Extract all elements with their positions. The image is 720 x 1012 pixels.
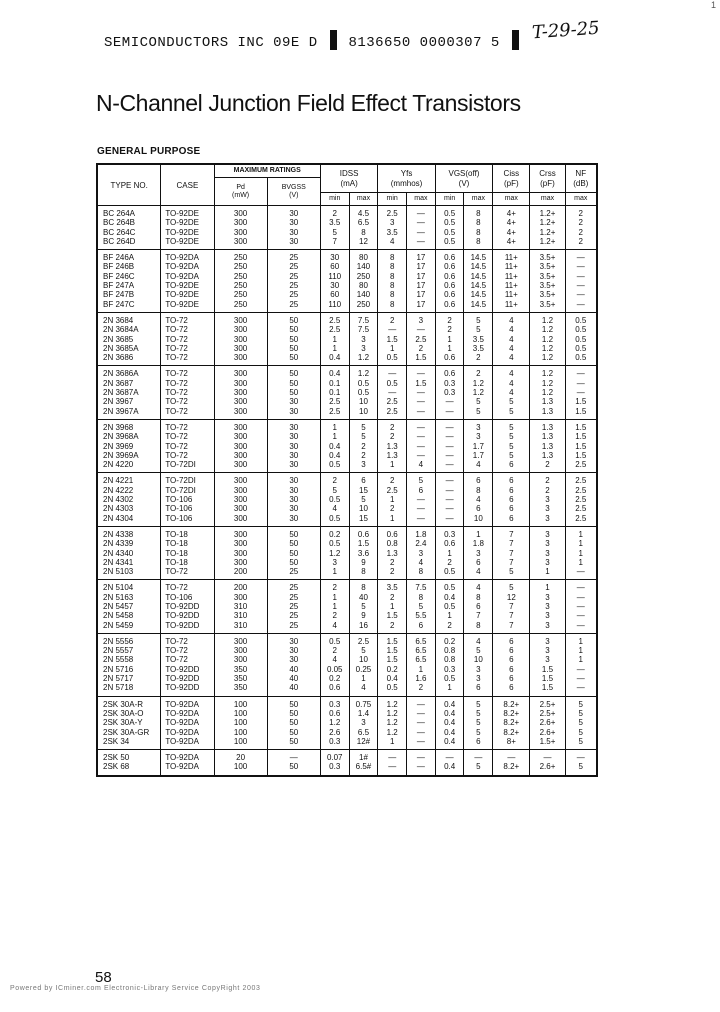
ciss-label: Ciss <box>503 169 520 178</box>
cell-idss-min: 0.5 2 4 0.05 0.2 0.6 <box>320 633 349 696</box>
nf-max-header: max <box>565 193 597 206</box>
cell-bv: 25 25 25 25 25 <box>267 580 320 633</box>
section-label: GENERAL PURPOSE <box>97 146 201 157</box>
table-row <box>97 750 597 776</box>
cell-type: 2N 5556 2N 5557 2N 5558 2N 5716 2N 5717 2N 5718 <box>97 633 161 696</box>
cell-case: TO-92DA TO-92DA <box>161 750 214 776</box>
cell-yfs-max: — — <box>407 750 436 776</box>
cell-crss: 1.2+ 1.2+ 1.2+ 1.2+ <box>530 206 565 250</box>
cell-type: 2N 4221 2N 4222 2N 4302 2N 4303 2N 4304 <box>97 473 161 526</box>
table-row <box>97 419 597 472</box>
cell-idss-max: 4.5 6.5 8 12 <box>349 206 378 250</box>
table-row <box>97 250 597 313</box>
cell-bv: 30 30 30 30 <box>267 206 320 250</box>
cell-yfs-max: 3 — 2.5 2 1.5 <box>407 312 436 365</box>
cell-case: TO-72 TO-72 TO-72 TO-72 TO-72DI <box>161 419 214 472</box>
cell-bv: 50 50 50 30 30 <box>267 366 320 419</box>
cell-vgs-max: 5 5 3.5 3.5 2 <box>464 312 493 365</box>
bvgss-label: BVGSS <box>281 183 306 191</box>
cell-nf: — — — — — <box>565 580 597 633</box>
cell-crss: 2 2 3 3 3 <box>530 473 565 526</box>
cell-yfs-min: 8 8 8 8 8 8 <box>378 250 407 313</box>
cell-vgs-max: 2 1.2 1.2 5 5 <box>464 366 493 419</box>
cell-nf: 5 5 5 5 5 <box>565 696 597 749</box>
cell-pd: 300 300 300 300 300 <box>214 473 267 526</box>
cell-yfs-max: — — — — 4 <box>407 419 436 472</box>
cell-pd: 20 100 <box>214 750 267 776</box>
cell-case: TO-72 TO-72 TO-72 TO-72 TO-72 <box>161 312 214 365</box>
col-header-pd <box>214 178 267 206</box>
cell-yfs-min: 3.5 2 1 1.5 2 <box>378 580 407 633</box>
cell-vgs-min: 0.6 0.3 0.3 — — <box>435 366 464 419</box>
cell-pd: 300 300 300 350 350 350 <box>214 633 267 696</box>
cell-ciss: 7 7 7 7 5 <box>493 526 530 579</box>
cell-type: 2SK 30A-R 2SK 30A-O 2SK 30A-Y 2SK 30A-GR 2SK 34 <box>97 696 161 749</box>
cell-pd: 250 250 250 250 250 250 <box>214 250 267 313</box>
cell-idss-min: 2 1 1 2 4 <box>320 580 349 633</box>
cell-case: TO-92DA TO-92DA TO-92DA TO-92DA TO-92DA <box>161 696 214 749</box>
cell-yfs-max: — 1.5 — — — <box>407 366 436 419</box>
cell-idss-max: 0.75 1.4 3 6.5 12# <box>349 696 378 749</box>
cell-yfs-min: 2 2 1.3 1.3 1 <box>378 419 407 472</box>
col-header-type <box>97 164 161 206</box>
cell-bv: — 50 <box>267 750 320 776</box>
cell-bv: 30 30 30 30 30 <box>267 473 320 526</box>
cell-vgs-max: 4 5 10 3 3 6 <box>464 633 493 696</box>
crss-label: Crss <box>539 169 556 178</box>
cell-vgs-max: 8 8 8 8 <box>464 206 493 250</box>
cell-idss-min: 2 5 0.5 4 0.5 <box>320 473 349 526</box>
cell-yfs-max: 1.8 2.4 3 4 8 <box>407 526 436 579</box>
cell-crss: 1.3 1.3 1.3 1.3 2 <box>530 419 565 472</box>
cell-case: TO-92DA TO-92DA TO-92DA TO-92DE TO-92DE TO-92DE <box>161 250 214 313</box>
col-header-crss <box>530 164 565 193</box>
col-header-case <box>161 164 214 206</box>
cell-ciss: — 8.2+ <box>493 750 530 776</box>
footer-text: Powered by ICminer.com Electronic-Library Service CopyRight 2003 <box>10 985 261 992</box>
cell-idss-max: 1# 6.5# <box>349 750 378 776</box>
cell-crss: 2.5+ 2.5+ 2.6+ 2.6+ 1.5+ <box>530 696 565 749</box>
cell-nf: — 5 <box>565 750 597 776</box>
cell-idss-max: 80 140 250 80 140 250 <box>349 250 378 313</box>
cell-bv: 50 50 50 50 25 <box>267 526 320 579</box>
cell-idss-min: 0.3 0.6 1.2 2.6 0.3 <box>320 696 349 749</box>
cell-yfs-min: 2 2.5 1 2 1 <box>378 473 407 526</box>
table-row <box>97 633 597 696</box>
cell-type: 2N 5104 2N 5163 2N 5457 2N 5458 2N 5459 <box>97 580 161 633</box>
cell-vgs-min: 0.2 0.8 0.8 0.3 0.5 1 <box>435 633 464 696</box>
cell-vgs-max: — 5 <box>464 750 493 776</box>
cell-idss-max: 1.2 0.5 0.5 10 10 <box>349 366 378 419</box>
pd-label: Pd <box>236 183 245 191</box>
cell-idss-max: 7.5 7.5 3 3 1.2 <box>349 312 378 365</box>
cell-ciss: 6 6 6 6 6 <box>493 473 530 526</box>
cell-crss: 3 3 3 3 1 <box>530 526 565 579</box>
crss-unit: (pF) <box>540 179 555 188</box>
ciss-max-header: max <box>493 193 530 206</box>
yfs-max-header: max <box>407 193 436 206</box>
col-header-idss <box>320 164 377 193</box>
vgs-label: VGS(off) <box>448 169 480 178</box>
spec-table <box>96 163 598 777</box>
cell-type: 2N 3686A 2N 3687 2N 3687A 2N 3967 2N 3967A <box>97 366 161 419</box>
cell-crss: 1.2 1.2 1.2 1.3 1.3 <box>530 366 565 419</box>
col-header-ciss <box>493 164 530 193</box>
cell-vgs-min: 0.5 0.5 0.5 0.5 <box>435 206 464 250</box>
nf-unit: (dB) <box>573 179 589 188</box>
cell-nf: 2 2 2 2 <box>565 206 597 250</box>
ciss-unit: (pF) <box>503 179 519 188</box>
cell-case: TO-18 TO-18 TO-18 TO-18 TO-72 <box>161 526 214 579</box>
cell-idss-min: 2 3.5 5 7 <box>320 206 349 250</box>
header-right-text: 8136650 0000307 5 <box>348 35 500 51</box>
cell-nf: 2.5 2.5 2.5 2.5 2.5 <box>565 473 597 526</box>
case-header-label: CASE <box>176 180 199 190</box>
vgs-unit: (V) <box>458 179 470 188</box>
pd-unit: (mW) <box>232 191 250 199</box>
cell-yfs-max: — — — — <box>407 206 436 250</box>
table-row <box>97 312 597 365</box>
cell-yfs-max: — — — — — <box>407 696 436 749</box>
col-header-max-ratings: MAXIMUM RATINGS <box>214 164 320 178</box>
cell-vgs-min: — — — — — <box>435 419 464 472</box>
cell-case: TO-72DI TO-72DI TO-106 TO-106 TO-106 <box>161 473 214 526</box>
cell-pd: 200 300 310 310 310 <box>214 580 267 633</box>
cell-idss-min: 30 60 110 30 60 110 <box>320 250 349 313</box>
nf-label: NF <box>575 169 587 178</box>
cell-crss: 1 3 3 3 3 <box>530 580 565 633</box>
cell-vgs-min: 0.3 0.6 1 2 0.5 <box>435 526 464 579</box>
table-row <box>97 366 597 419</box>
yfs-label: Yfs <box>400 169 413 178</box>
col-header-vgs <box>435 164 492 193</box>
cell-yfs-max: 7.5 8 5 5.5 6 <box>407 580 436 633</box>
cell-yfs-min: 2 — 1.5 1 0.5 <box>378 312 407 365</box>
corner-mark: 1 <box>710 0 716 10</box>
cell-yfs-max: 17 17 17 17 17 17 <box>407 250 436 313</box>
cell-pd: 300 300 300 300 200 <box>214 526 267 579</box>
cell-ciss: 5 5 5 5 6 <box>493 419 530 472</box>
cell-vgs-min: 2 2 1 1 0.6 <box>435 312 464 365</box>
vgs-max-header: max <box>464 193 493 206</box>
table-row <box>97 696 597 749</box>
cell-vgs-min: 0.5 0.4 0.5 1 2 <box>435 580 464 633</box>
idss-label: IDSS <box>339 169 359 178</box>
table-row <box>97 206 597 250</box>
cell-ciss: 6 6 6 6 6 6 <box>493 633 530 696</box>
crss-max-header: max <box>530 193 565 206</box>
header-bar-mark <box>330 30 337 50</box>
cell-yfs-min: — — <box>378 750 407 776</box>
cell-bv: 30 30 30 30 30 <box>267 419 320 472</box>
cell-vgs-max: 5 5 5 5 6 <box>464 696 493 749</box>
cell-bv: 50 50 50 50 50 <box>267 312 320 365</box>
cell-yfs-max: 5 6 — — — <box>407 473 436 526</box>
cell-crss: 3 3 3 1.5 1.5 1.5 <box>530 633 565 696</box>
page-number: 58 <box>95 969 112 986</box>
cell-ciss: 5 12 7 7 7 <box>493 580 530 633</box>
cell-pd: 100 100 100 100 100 <box>214 696 267 749</box>
cell-nf: 1 1 1 — — — <box>565 633 597 696</box>
cell-crss: 3.5+ 3.5+ 3.5+ 3.5+ 3.5+ 3.5+ <box>530 250 565 313</box>
vgs-min-header: min <box>435 193 464 206</box>
idss-unit: (mA) <box>340 179 358 188</box>
cell-vgs-max: 4 8 6 7 8 <box>464 580 493 633</box>
cell-type: 2N 4338 2N 4339 2N 4340 2N 4341 2N 5103 <box>97 526 161 579</box>
cell-type: BF 246A BF 246B BF 246C BF 247A BF 247B BF 247C <box>97 250 161 313</box>
yfs-min-header: min <box>378 193 407 206</box>
cell-type: 2N 3968 2N 3968A 2N 3969 2N 3969A 2N 4220 <box>97 419 161 472</box>
cell-pd: 300 300 300 300 300 <box>214 312 267 365</box>
cell-yfs-min: 1.2 1.2 1.2 1.2 1 <box>378 696 407 749</box>
cell-vgs-max: 14.5 14.5 14.5 14.5 14.5 14.5 <box>464 250 493 313</box>
cell-case: TO-72 TO-72 TO-72 TO-92DD TO-92DD TO-92DD <box>161 633 214 696</box>
cell-idss-min: 0.4 0.1 0.1 2.5 2.5 <box>320 366 349 419</box>
cell-yfs-max: 6.5 6.5 6.5 1 1.6 2 <box>407 633 436 696</box>
cell-type: BC 264A BC 264B BC 264C BC 264D <box>97 206 161 250</box>
col-header-bvgss <box>267 178 320 206</box>
spec-table-body <box>97 206 597 776</box>
cell-idss-max: 8 40 5 9 16 <box>349 580 378 633</box>
cell-idss-max: 5 5 2 2 3 <box>349 419 378 472</box>
cell-bv: 25 25 25 25 25 25 <box>267 250 320 313</box>
cell-ciss: 4+ 4+ 4+ 4+ <box>493 206 530 250</box>
cell-pd: 300 300 300 300 300 <box>214 419 267 472</box>
cell-ciss: 8.2+ 8.2+ 8.2+ 8.2+ 8+ <box>493 696 530 749</box>
cell-idss-min: 0.2 0.5 1.2 3 1 <box>320 526 349 579</box>
cell-ciss: 4 4 4 5 5 <box>493 366 530 419</box>
cell-type: 2N 3684 2N 3684A 2N 3685 2N 3685A 2N 3686 <box>97 312 161 365</box>
header-bar-mark-2 <box>512 30 519 50</box>
cell-idss-min: 2.5 2.5 1 1 0.4 <box>320 312 349 365</box>
cell-case: TO-72 TO-106 TO-92DD TO-92DD TO-92DD <box>161 580 214 633</box>
cell-nf: 1 1 1 1 — <box>565 526 597 579</box>
table-row <box>97 526 597 579</box>
cell-pd: 300 300 300 300 <box>214 206 267 250</box>
header-line <box>104 30 522 51</box>
cell-idss-max: 6 15 5 10 15 <box>349 473 378 526</box>
cell-vgs-min: 0.4 0.4 0.4 0.4 0.4 <box>435 696 464 749</box>
cell-ciss: 11+ 11+ 11+ 11+ 11+ 11+ <box>493 250 530 313</box>
cell-idss-min: 0.07 0.3 <box>320 750 349 776</box>
cell-vgs-min: — 0.4 <box>435 750 464 776</box>
idss-min-header: min <box>320 193 349 206</box>
cell-vgs-max: 3 3 1.7 1.7 4 <box>464 419 493 472</box>
table-row <box>97 473 597 526</box>
table-row <box>97 580 597 633</box>
cell-pd: 300 300 300 300 300 <box>214 366 267 419</box>
cell-crss: 1.2 1.2 1.2 1.2 1.2 <box>530 312 565 365</box>
cell-nf: 1.5 1.5 1.5 1.5 2.5 <box>565 419 597 472</box>
cell-vgs-max: 1 1.8 3 6 4 <box>464 526 493 579</box>
cell-case: TO-72 TO-72 TO-72 TO-72 TO-72 <box>161 366 214 419</box>
page-title: N-Channel Junction Field Effect Transistors <box>96 90 521 116</box>
cell-yfs-min: 2.5 3 3.5 4 <box>378 206 407 250</box>
cell-type: 2SK 50 2SK 68 <box>97 750 161 776</box>
cell-yfs-min: 0.6 0.8 1.3 2 2 <box>378 526 407 579</box>
header-left-text: SEMICONDUCTORS INC 09E D <box>104 35 318 51</box>
cell-vgs-min: 0.6 0.6 0.6 0.6 0.6 0.6 <box>435 250 464 313</box>
bvgss-unit: (V) <box>289 191 299 199</box>
cell-ciss: 4 4 4 4 4 <box>493 312 530 365</box>
cell-nf: — — — 1.5 1.5 <box>565 366 597 419</box>
cell-vgs-min: — — — — — <box>435 473 464 526</box>
cell-bv: 50 50 50 50 50 <box>267 696 320 749</box>
cell-idss-max: 0.6 1.5 3.6 9 8 <box>349 526 378 579</box>
cell-idss-min: 1 1 0.4 0.4 0.5 <box>320 419 349 472</box>
cell-bv: 30 30 30 40 40 40 <box>267 633 320 696</box>
col-header-yfs <box>378 164 435 193</box>
cell-yfs-min: 1.5 1.5 1.5 0.2 0.4 0.5 <box>378 633 407 696</box>
cell-nf: — — — — — — <box>565 250 597 313</box>
cell-crss: — 2.6+ <box>530 750 565 776</box>
handwritten-note: T-29-25 <box>531 17 601 44</box>
cell-idss-max: 2.5 5 10 0.25 1 4 <box>349 633 378 696</box>
type-header-label: TYPE NO. <box>110 180 148 190</box>
yfs-unit: (mmhos) <box>390 179 423 188</box>
cell-yfs-min: — 0.5 — 2.5 2.5 <box>378 366 407 419</box>
cell-nf: 0.5 0.5 0.5 0.5 0.5 <box>565 312 597 365</box>
cell-vgs-max: 6 8 4 6 10 <box>464 473 493 526</box>
col-header-nf <box>565 164 597 193</box>
cell-case: TO-92DE TO-92DE TO-92DE TO-92DE <box>161 206 214 250</box>
idss-max-header: max <box>349 193 378 206</box>
